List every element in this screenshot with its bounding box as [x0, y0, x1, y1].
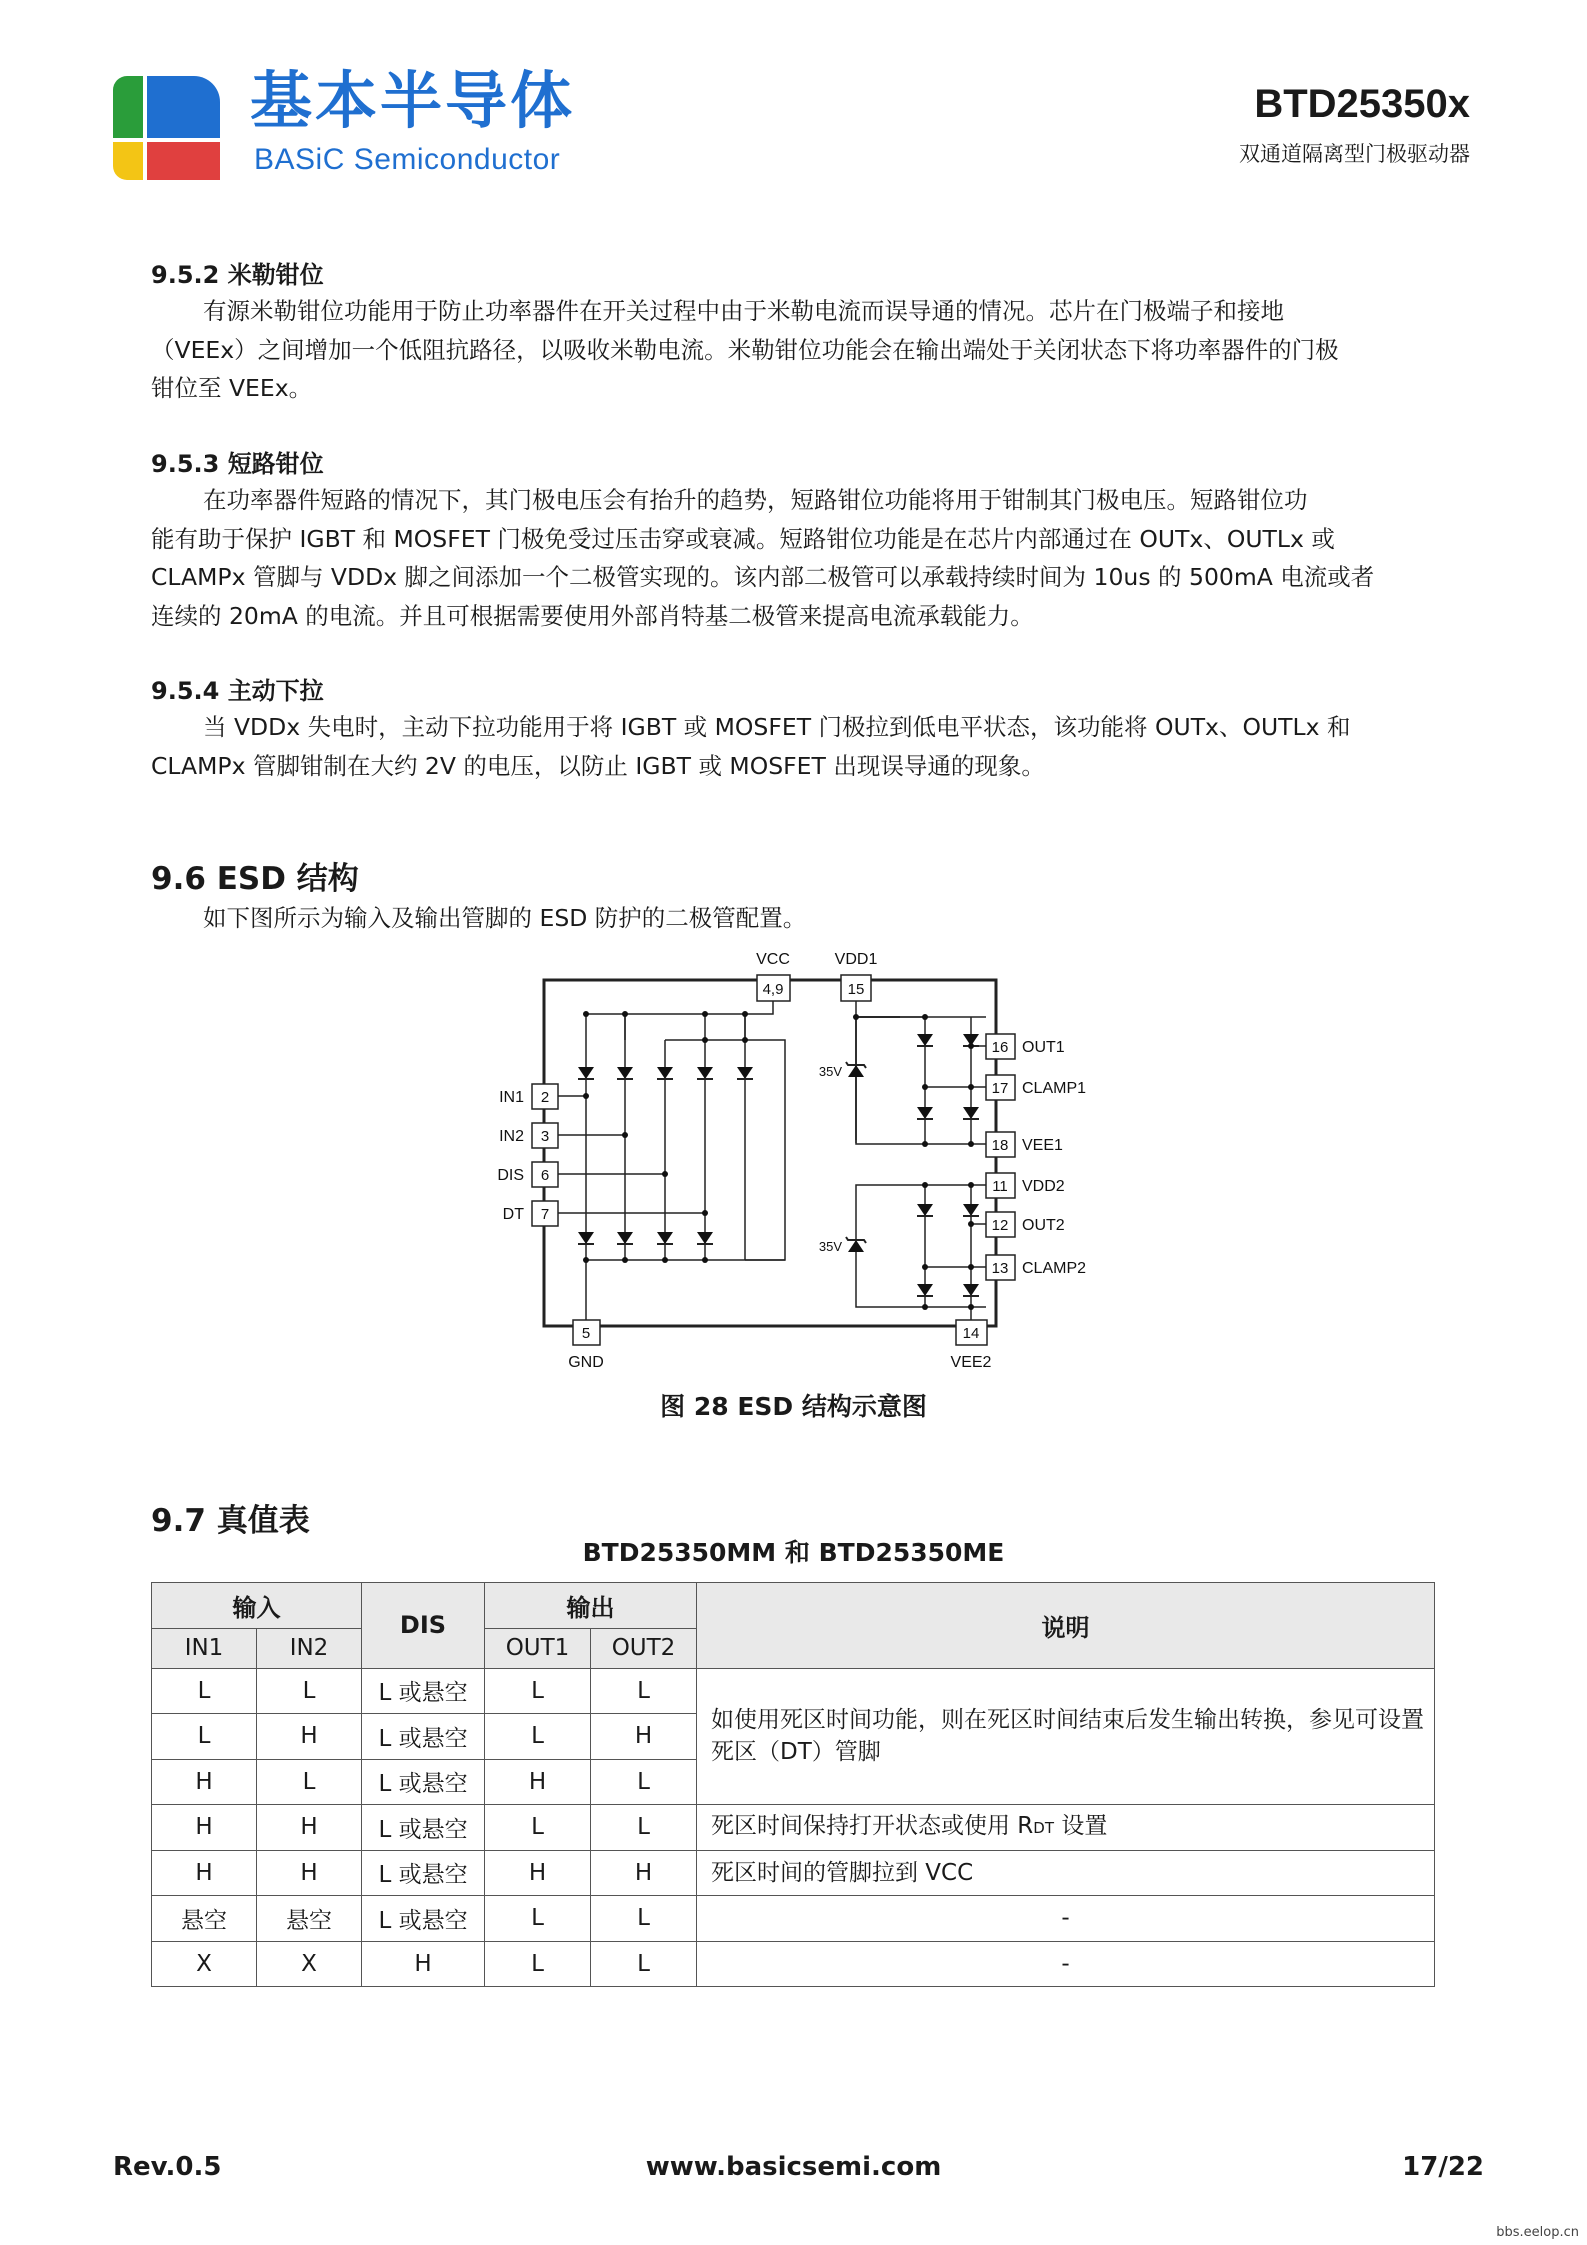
cell-in2: 悬空	[257, 1896, 362, 1942]
pin-number-out1: 16	[991, 1039, 1009, 1056]
section-title-9-5-2: 9.5.2 米勒钳位	[151, 261, 324, 289]
table-row	[152, 1850, 1435, 1896]
cell-out1: H	[485, 1759, 591, 1805]
truth-table	[151, 1582, 1435, 1987]
footer-website[interactable]: www.basicsemi.com	[645, 2152, 942, 2182]
esd-diode	[917, 1204, 933, 1216]
junction-dots	[922, 1182, 974, 1310]
pin-number-vcc: 4,9	[762, 981, 784, 998]
cell-dis: L 或悬空	[362, 1805, 485, 1851]
header-out1: OUT1	[485, 1628, 591, 1668]
pin-number-clamp1: 17	[991, 1080, 1009, 1097]
cell-note: -	[697, 1896, 1435, 1942]
cell-out1: L	[485, 1896, 591, 1942]
cell-in1: H	[152, 1805, 257, 1851]
note-text: 设置	[1054, 1813, 1108, 1840]
note-text: 死区时间保持打开状态或使用 R	[711, 1813, 1034, 1840]
figure-caption: 图 28 ESD 结构示意图	[660, 1392, 927, 1421]
pin-label-vdd2: VDD2	[1022, 1178, 1065, 1195]
section-title-9-6: 9.6 ESD 结构	[151, 861, 359, 897]
cell-in1: 悬空	[152, 1896, 257, 1942]
pin-number-vee1: 18	[991, 1137, 1009, 1154]
company-logo	[113, 76, 220, 180]
cell-in1: X	[152, 1941, 257, 1987]
esd-diode	[578, 1067, 594, 1079]
paragraph-line: 如下图所示为输入及输出管脚的 ESD 防护的二极管配置。	[203, 904, 807, 932]
header-output: 输出	[485, 1583, 697, 1629]
pin-label-dt: DT	[502, 1206, 524, 1223]
section-body-9-5-4	[151, 708, 1436, 785]
cell-in2: H	[257, 1805, 362, 1851]
paragraph-line: 连续的 20mA 的电流。并且可根据需要使用外部肖特基二极管来提高电流承载能力。	[151, 601, 1034, 630]
table-row	[152, 1896, 1435, 1942]
cell-in2: L	[257, 1668, 362, 1714]
esd-diode	[963, 1107, 979, 1119]
zener-label-2: 35V	[818, 1239, 842, 1254]
cell-in1: H	[152, 1850, 257, 1896]
cell-in2: H	[257, 1850, 362, 1896]
cell-dis: L 或悬空	[362, 1668, 485, 1714]
section-body-9-5-3	[151, 481, 1436, 635]
paragraph-line: CLAMPx 管脚钳制在大约 2V 的电压，以防止 IGBT 或 MOSFET 出现误导通的现象。	[151, 751, 1045, 780]
cell-dis: L 或悬空	[362, 1896, 485, 1942]
pin-number-out2: 12	[991, 1217, 1009, 1234]
section-title-9-7: 9.7 真值表	[151, 1503, 310, 1539]
section-title-9-5-4: 9.5.4 主动下拉	[151, 677, 324, 705]
pin-number-clamp2: 13	[991, 1260, 1009, 1277]
cell-out1: L	[485, 1805, 591, 1851]
esd-diode	[657, 1232, 673, 1244]
pin-label-gnd: GND	[568, 1354, 604, 1371]
watermark: bbs.eelop.cn	[1496, 2225, 1579, 2240]
cell-out1: L	[485, 1714, 591, 1760]
section-body-9-5-2	[151, 292, 1436, 408]
esd-diode	[578, 1232, 594, 1244]
esd-diode	[917, 1034, 933, 1046]
esd-diode	[617, 1232, 633, 1244]
part-description: 双通道隔离型门极驱动器	[1239, 142, 1470, 166]
footer-revision: Rev.0.5	[113, 2152, 222, 2182]
table-row	[152, 1668, 1435, 1714]
pin-label-out1: OUT1	[1022, 1039, 1065, 1056]
pin-number-dis: 6	[540, 1167, 550, 1184]
right-pins-ch1	[986, 1034, 1086, 1157]
cell-in2: L	[257, 1759, 362, 1805]
pin-label-vee2: VEE2	[950, 1354, 992, 1371]
left-pins	[497, 1084, 558, 1226]
cell-out2: L	[591, 1805, 697, 1851]
brand-name-en: BASiC Semiconductor	[254, 143, 561, 176]
pin-number-vdd1: 15	[847, 981, 865, 998]
paragraph-line: CLAMPx 管脚与 VDDx 脚之间添加一个二极管实现的。该内部二极管可以承载持续时间为 10us 的 500mA 电流或者	[151, 563, 1375, 591]
pin-label-in1: IN1	[499, 1089, 524, 1106]
paragraph-line: 能有助于保护 IGBT 和 MOSFET 门极免受过压击穿或衰减。短路钳位功能是在芯片内部通过在 OUTx、OUTLx 或	[151, 524, 1335, 553]
pin-number-in2: 3	[540, 1128, 550, 1145]
zener-label-1: 35V	[818, 1064, 842, 1079]
part-number: BTD25350x	[1254, 82, 1470, 126]
zener-diode-2	[846, 1237, 866, 1252]
cell-out2: H	[591, 1714, 697, 1760]
section-title-9-5-3: 9.5.3 短路钳位	[151, 450, 324, 478]
cell-note	[697, 1805, 1435, 1851]
cell-out1: L	[485, 1941, 591, 1987]
paragraph-line: （VEEx）之间增加一个低阻抗路径，以吸收米勒电流。米勒钳位功能会在输出端处于关闭状态下将功率器件的门极	[151, 335, 1339, 364]
esd-diode	[657, 1067, 673, 1079]
pin-label-vcc: VCC	[756, 951, 790, 968]
header-in2: IN2	[257, 1628, 362, 1668]
paragraph-line: 钳位至 VEEx。	[151, 374, 313, 402]
header-input: 输入	[152, 1583, 362, 1629]
header-in1: IN1	[152, 1628, 257, 1668]
header-dis: DIS	[362, 1583, 485, 1669]
junction-dots	[853, 1014, 974, 1147]
pin-label-in2: IN2	[499, 1128, 524, 1145]
esd-diode	[697, 1232, 713, 1244]
esd-diode	[917, 1107, 933, 1119]
pin-label-dis: DIS	[497, 1167, 524, 1184]
pin-label-out2: OUT2	[1022, 1217, 1065, 1234]
cell-in1: H	[152, 1759, 257, 1805]
cell-out2: L	[591, 1896, 697, 1942]
header-out2: OUT2	[591, 1628, 697, 1668]
cell-out2: L	[591, 1941, 697, 1987]
esd-diode	[737, 1067, 753, 1079]
esd-diode	[963, 1204, 979, 1216]
cell-in1: L	[152, 1714, 257, 1760]
cell-out1: H	[485, 1850, 591, 1896]
cell-note: 如使用死区时间功能，则在死区时间结束后发生输出转换，参见可设置死区（DT）管脚	[697, 1668, 1435, 1805]
cell-in2: X	[257, 1941, 362, 1987]
paragraph-line: 当 VDDx 失电时，主动下拉功能用于将 IGBT 或 MOSFET 门极拉到低电平状态，该功能将 OUTx、OUTLx 和	[203, 713, 1351, 741]
section-body-9-6	[151, 899, 1436, 938]
pin-label-vdd1: VDD1	[834, 951, 878, 968]
cell-dis: H	[362, 1941, 485, 1987]
esd-structure-diagram	[480, 940, 1120, 1380]
pin-number-vee2: 14	[962, 1325, 980, 1342]
pin-number-gnd: 5	[581, 1325, 591, 1342]
pin-number-in1: 2	[540, 1089, 550, 1106]
esd-diode	[697, 1067, 713, 1079]
cell-note: -	[697, 1941, 1435, 1987]
cell-out2: H	[591, 1850, 697, 1896]
paragraph-line: 有源米勒钳位功能用于防止功率器件在开关过程中由于米勒电流而误导通的情况。芯片在门极端子和接地	[203, 297, 1284, 325]
paragraph-line: 在功率器件短路的情况下，其门极电压会有抬升的趋势，短路钳位功能将用于钳制其门极电压。短路钳位功	[203, 486, 1308, 514]
brand-name-cn: 基本半导体	[250, 64, 576, 137]
header-note: 说明	[697, 1583, 1435, 1669]
pin-number-vdd2: 11	[992, 1178, 1008, 1195]
pin-label-clamp1: CLAMP1	[1022, 1080, 1087, 1097]
pin-label-vee1: VEE1	[1022, 1137, 1063, 1154]
cell-in2: H	[257, 1714, 362, 1760]
table-caption: BTD25350MM 和 BTD25350ME	[582, 1538, 1005, 1567]
esd-diode	[917, 1284, 933, 1296]
cell-dis: L 或悬空	[362, 1759, 485, 1805]
cell-dis: L 或悬空	[362, 1714, 485, 1760]
cell-in1: L	[152, 1668, 257, 1714]
esd-diode	[963, 1284, 979, 1296]
note-subscript: DT	[1033, 1819, 1055, 1838]
pin-label-clamp2: CLAMP2	[1022, 1260, 1087, 1277]
package-outline	[544, 980, 996, 1326]
cell-out1: L	[485, 1668, 591, 1714]
cell-out2: L	[591, 1668, 697, 1714]
footer-page-number: 17/22	[1402, 2152, 1484, 2182]
right-pins-ch2	[986, 1173, 1086, 1280]
table-row	[152, 1941, 1435, 1987]
cell-out2: L	[591, 1759, 697, 1805]
esd-diode	[617, 1067, 633, 1079]
cell-dis: L 或悬空	[362, 1850, 485, 1896]
cell-note: 死区时间的管脚拉到 VCC	[697, 1850, 1435, 1896]
vcc-rail	[745, 1040, 785, 1260]
zener-diode-1	[846, 1062, 866, 1077]
table-row	[152, 1805, 1435, 1851]
pin-number-dt: 7	[540, 1206, 550, 1223]
